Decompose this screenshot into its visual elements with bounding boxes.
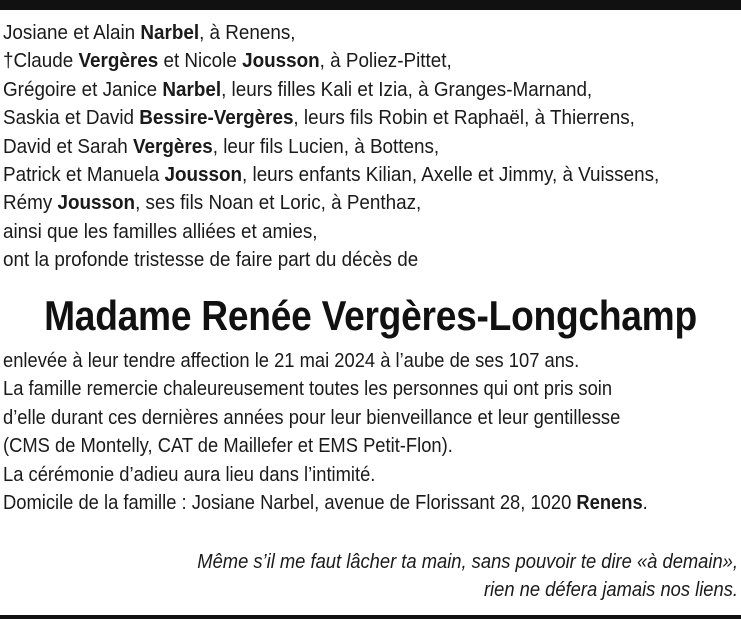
mourner-line-4: Saskia et David Bessire-Vergères, leurs fils Robin et Raphaël, à Thierrens, <box>3 107 635 130</box>
body-line-5: La cérémonie d’adieu aura lieu dans l’intimité. <box>3 463 376 486</box>
notice-body <box>3 347 727 517</box>
quote-line-1: Même s’il me faut lâcher ta main, sans pouvoir te dire «à demain», <box>197 551 739 573</box>
deceased-name-heading: Madame Renée Vergères-Longchamp <box>44 292 697 339</box>
top-rule <box>0 0 741 10</box>
family-address-line: Domicile de la famille : Josiane Narbel, avenue de Florissant 28, 1020 Renens. <box>3 491 648 514</box>
quote-line-2: rien ne défera jamais nos liens. <box>483 579 738 602</box>
body-line-2: La famille remercie chaleureusement toutes les personnes qui ont pris soin <box>3 378 613 401</box>
mourner-line-8: ainsi que les familles alliées et amies, <box>3 220 318 243</box>
body-line-4: (CMS de Montelly, CAT de Maillefer et EMS Petit-Flon). <box>3 435 453 458</box>
announcement-line: ont la profonde tristesse de faire part du décès de <box>3 249 419 272</box>
body-line-3: d’elle durant ces dernières années pour leur bienveillance et leur gentillesse <box>3 406 621 429</box>
closing-quote <box>50 548 738 605</box>
bottom-rule <box>0 615 741 619</box>
mourner-line-6: Patrick et Manuela Jousson, leurs enfants Kilian, Axelle et Jimmy, à Vuissens, <box>3 163 660 186</box>
mourner-line-2: †Claude Vergères et Nicole Jousson, à Poliez-Pittet, <box>3 50 452 73</box>
mourners-list <box>3 19 687 275</box>
body-line-1: enlevée à leur tendre affection le 21 mai 2024 à l’aube de ses 107 ans. <box>3 350 580 372</box>
mourner-line-5: David et Sarah Vergères, leur fils Lucien, à Bottens, <box>3 135 440 158</box>
mourner-line-3: Grégoire et Janice Narbel, leurs filles Kali et Izia, à Granges-Marnand, <box>3 78 593 101</box>
mourner-line-7: Rémy Jousson, ses fils Noan et Loric, à Penthaz, <box>3 192 422 215</box>
mourner-line-1: Josiane et Alain Narbel, à Renens, <box>3 22 296 44</box>
